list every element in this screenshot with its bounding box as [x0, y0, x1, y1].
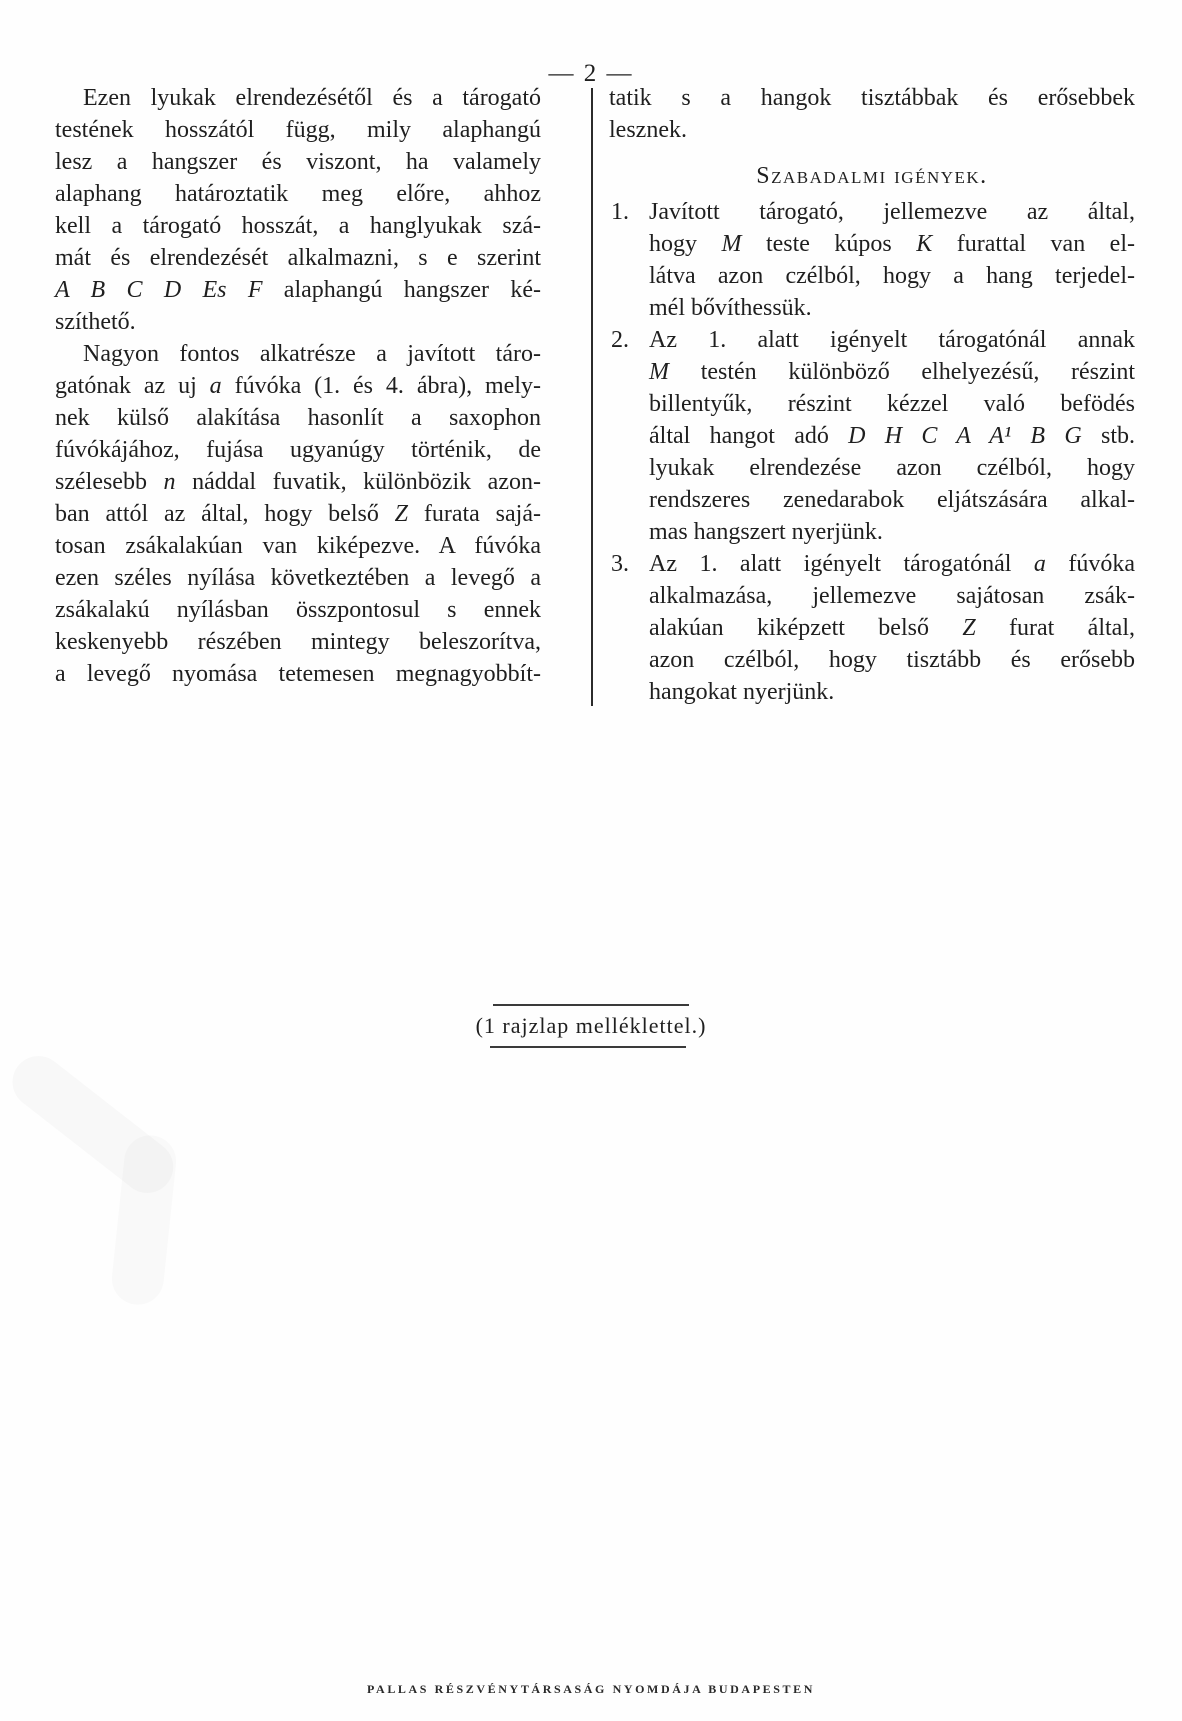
note-bottom-rule	[490, 1046, 686, 1048]
attachment-note	[0, 1004, 1182, 1048]
paragraph	[55, 82, 541, 338]
text-line: mát és elrendezését alkalmazni, s e szerint	[55, 245, 541, 271]
text-line: fúvókájához, fujása ugyanúgy történik, de	[55, 437, 541, 463]
paragraph	[55, 338, 541, 690]
claim-item	[609, 548, 1135, 708]
text-line: lesz a hangszer és viszont, ha valamely	[55, 149, 541, 175]
claim-number: 1.	[611, 199, 629, 225]
text-line: Az 1. alatt igényelt tárogatónál annak	[649, 327, 1135, 353]
two-column-text-block	[55, 82, 1135, 708]
text-line: szíthető.	[55, 309, 136, 335]
claim-number: 3.	[611, 551, 629, 577]
text-line: Az 1. alatt igényelt tárogatónál a fúvóka	[649, 551, 1135, 577]
text-line: gatónak az uj a fúvóka (1. és 4. ábra), mely-	[55, 373, 541, 399]
text-line: zsákalakú nyílásban összpontosul s ennek	[55, 597, 541, 623]
text-line: tatik s a hangok tisztábbak és erősebbek	[609, 85, 1135, 111]
page-number: — 2 —	[548, 60, 634, 87]
text-line: nek külső alakítása hasonlít a saxophon	[55, 405, 541, 431]
text-line: hogy M teste kúpos K furattal van el-	[649, 231, 1135, 257]
text-line: ban attól az által, hogy belső Z furata sajá-	[55, 501, 541, 527]
text-line: szélesebb n náddal fuvatik, különbözik azon-	[55, 469, 541, 495]
text-line: lesznek.	[609, 117, 687, 143]
note-text: (1 rajzlap melléklettel.)	[475, 1013, 707, 1038]
text-line: testének hosszától függ, mily alaphangú	[55, 117, 541, 143]
claim-text	[649, 196, 1135, 324]
left-column	[55, 82, 541, 708]
text-line: által hangot adó D H C A A¹ B G stb.	[649, 423, 1135, 449]
text-line: alakúan kiképzett belső Z furat által,	[649, 615, 1135, 641]
text-line: A B C D Es F alaphangú hangszer ké-	[55, 277, 541, 303]
text-line: keskenyebb részében mintegy beleszorítva,	[55, 629, 541, 655]
claim-text	[649, 548, 1135, 708]
text-line: látva azon czélból, hogy a hang terjedel-	[649, 263, 1135, 289]
claim-number: 2.	[611, 327, 629, 353]
text-line: Ezen lyukak elrendezésétől és a tárogató	[83, 85, 541, 111]
text-line: mas hangszert nyerjünk.	[649, 519, 883, 545]
text-line: hangokat nyerjünk.	[649, 679, 835, 705]
claim-item	[609, 196, 1135, 324]
paragraph-continuation	[609, 82, 1135, 146]
claims-heading: Szabadalmi igények.	[756, 163, 988, 189]
text-line: a levegő nyomása tetemesen megnagyobbít-	[55, 661, 541, 687]
text-line: billentyűk, részint kézzel való befödés	[649, 391, 1135, 417]
text-line: Javított tárogató, jellemezve az által,	[649, 199, 1135, 225]
printer-imprint: PALLAS RÉSZVÉNYTÁRSASÁG NYOMDÁJA BUDAPESTEN	[367, 1682, 815, 1696]
text-line: rendszeres zenedarabok eljátszására alkal-	[649, 487, 1135, 513]
text-line: M testén különböző elhelyezésű, részint	[649, 359, 1135, 385]
claim-text	[649, 324, 1135, 548]
text-line: ezen széles nyílása következtében a levegő a	[55, 565, 541, 591]
text-line: tosan zsákalakúan van kiképezve. A fúvóka	[55, 533, 541, 559]
text-line: azon czélból, hogy tisztább és erősebb	[649, 647, 1135, 673]
column-divider-rule	[591, 88, 593, 706]
text-line: mél bővíthessük.	[649, 295, 812, 321]
text-line: lyukak elrendezése azon czélból, hogy	[649, 455, 1135, 481]
claim-item	[609, 324, 1135, 548]
right-column	[609, 82, 1135, 708]
text-line: kell a tárogató hosszát, a hanglyukak szá-	[55, 213, 541, 239]
text-line: alkalmazása, jellemezve sajátosan zsák-	[649, 583, 1135, 609]
text-line: Nagyon fontos alkatrésze a javított táro-	[83, 341, 541, 367]
text-line: alaphang határoztatik meg előre, ahhoz	[55, 181, 541, 207]
